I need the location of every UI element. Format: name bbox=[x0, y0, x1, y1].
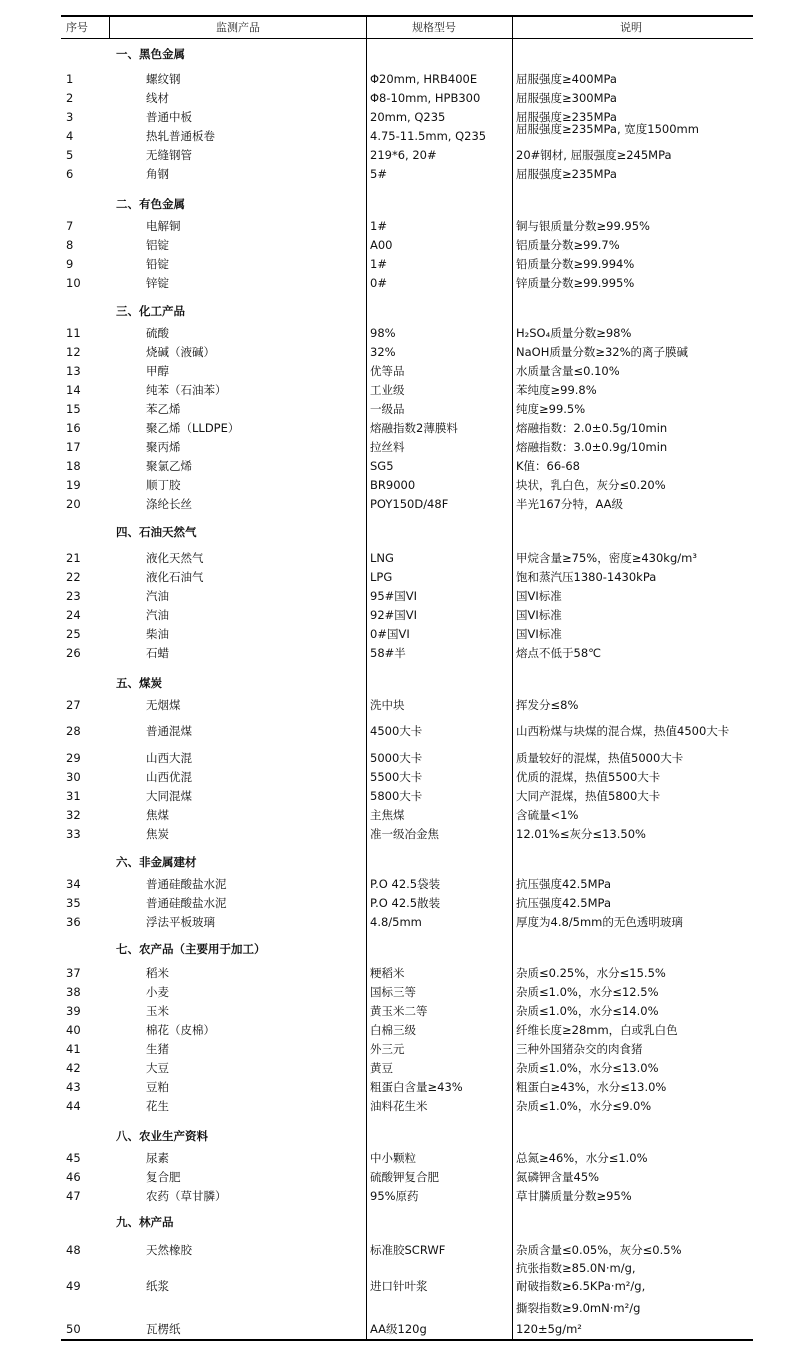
row-index: 40 bbox=[66, 1023, 81, 1037]
row-description: 大同产混煤，热值5800大卡 bbox=[516, 789, 661, 803]
row-spec: AA级120g bbox=[370, 1322, 427, 1336]
row-description: 铝质量分数≥99.7% bbox=[516, 238, 620, 252]
row-index: 19 bbox=[66, 478, 81, 492]
header-description: 说明 bbox=[620, 21, 642, 34]
row-product: 铝锭 bbox=[146, 238, 169, 252]
row-spec: 1# bbox=[370, 219, 387, 233]
row-product: 普通混煤 bbox=[146, 724, 192, 738]
row-product: 大同混煤 bbox=[146, 789, 192, 803]
row-description: 杂质≤1.0%，水分≤13.0% bbox=[516, 1061, 659, 1075]
row-spec: 拉丝料 bbox=[370, 440, 405, 454]
row-spec: 进口针叶浆 bbox=[370, 1279, 428, 1293]
row-description: 挥发分≤8% bbox=[516, 698, 579, 712]
row-index: 31 bbox=[66, 789, 81, 803]
row-description: 12.01%≤灰分≤13.50% bbox=[516, 827, 646, 841]
row-spec: 32% bbox=[370, 345, 396, 359]
row-description: 熔点不低于58℃ bbox=[516, 646, 602, 660]
row-spec: Φ20mm, HRB400E bbox=[370, 72, 478, 86]
row-index: 33 bbox=[66, 827, 81, 841]
header-divider bbox=[109, 16, 110, 39]
row-spec: 58#半 bbox=[370, 646, 406, 660]
row-spec: 1# bbox=[370, 257, 387, 271]
section-title: 七、农产品（主要用于加工） bbox=[116, 942, 266, 956]
row-spec: 油料花生米 bbox=[370, 1099, 428, 1113]
row-product: 尿素 bbox=[146, 1151, 169, 1165]
row-description: H₂SO₄质量分数≥98% bbox=[516, 326, 632, 340]
row-product: 花生 bbox=[146, 1099, 169, 1113]
row-spec: 4.75-11.5mm, Q235 bbox=[370, 129, 487, 143]
row-spec: P.O 42.5袋装 bbox=[370, 877, 441, 891]
row-index: 8 bbox=[66, 238, 74, 252]
row-description: 熔融指数：3.0±0.9g/10min bbox=[516, 440, 668, 454]
row-index: 29 bbox=[66, 751, 81, 765]
row-spec: 粗蛋白含量≥43% bbox=[370, 1080, 463, 1094]
header-product: 监测产品 bbox=[216, 21, 260, 34]
row-description: 优质的混煤，热值5500大卡 bbox=[516, 770, 661, 784]
row-spec: 5# bbox=[370, 167, 387, 181]
row-description: 粗蛋白≥43%，水分≤13.0% bbox=[516, 1080, 667, 1094]
row-spec: 白棉三级 bbox=[370, 1023, 416, 1037]
row-description: 水质量含量≤0.10% bbox=[516, 364, 620, 378]
row-index: 24 bbox=[66, 608, 81, 622]
row-description: 厚度为4.8/5mm的无色透明玻璃 bbox=[516, 915, 683, 929]
row-description: 三种外国猪杂交的肉食猪 bbox=[516, 1042, 643, 1056]
row-description: 草甘膦质量分数≥95% bbox=[516, 1189, 632, 1203]
row-spec: 95%原药 bbox=[370, 1189, 419, 1203]
row-description: 半光167分特，AA级 bbox=[516, 497, 624, 511]
row-product: 玉米 bbox=[146, 1004, 169, 1018]
row-index: 50 bbox=[66, 1322, 81, 1336]
row-spec: 95#国VI bbox=[370, 589, 418, 603]
row-index: 28 bbox=[66, 724, 81, 738]
row-product: 无缝钢管 bbox=[146, 148, 192, 162]
row-product: 汽油 bbox=[146, 608, 169, 622]
table-top-rule bbox=[61, 15, 753, 17]
row-spec: 标准胶SCRWF bbox=[370, 1243, 446, 1257]
row-index: 49 bbox=[66, 1279, 81, 1293]
row-product: 烧碱（液碱） bbox=[146, 345, 215, 359]
row-index: 4 bbox=[66, 129, 74, 143]
row-spec: 5800大卡 bbox=[370, 789, 423, 803]
row-index: 7 bbox=[66, 219, 74, 233]
row-description: NaOH质量分数≥32%的离子膜碱 bbox=[516, 345, 689, 359]
row-product: 液化天然气 bbox=[146, 551, 204, 565]
row-index: 48 bbox=[66, 1243, 81, 1257]
row-product: 石蜡 bbox=[146, 646, 169, 660]
row-product: 纯苯（石油苯） bbox=[146, 383, 227, 397]
row-product: 山西优混 bbox=[146, 770, 192, 784]
row-product: 焦炭 bbox=[146, 827, 169, 841]
row-index: 34 bbox=[66, 877, 81, 891]
row-index: 27 bbox=[66, 698, 81, 712]
row-description: 抗压强度42.5MPa bbox=[516, 896, 611, 910]
row-product: 线材 bbox=[146, 91, 169, 105]
row-spec: 中小颗粒 bbox=[370, 1151, 416, 1165]
row-product: 普通硅酸盐水泥 bbox=[146, 877, 227, 891]
column-divider bbox=[512, 16, 513, 1340]
row-description: 含硫量<1% bbox=[516, 808, 579, 822]
row-description: 纤维长度≥28mm，白或乳白色 bbox=[516, 1023, 678, 1037]
row-index: 12 bbox=[66, 345, 81, 359]
row-product: 顺丁胶 bbox=[146, 478, 181, 492]
row-index: 6 bbox=[66, 167, 74, 181]
row-description: 铜与银质量分数≥99.95% bbox=[516, 219, 650, 233]
row-index: 36 bbox=[66, 915, 81, 929]
row-description: 国VI标准 bbox=[516, 589, 562, 603]
row-description: 杂质≤1.0%，水分≤14.0% bbox=[516, 1004, 659, 1018]
row-spec: 一级品 bbox=[370, 402, 405, 416]
row-index: 13 bbox=[66, 364, 81, 378]
row-index: 16 bbox=[66, 421, 81, 435]
row-index: 45 bbox=[66, 1151, 81, 1165]
row-description: 铅质量分数≥99.994% bbox=[516, 257, 635, 271]
row-index: 38 bbox=[66, 985, 81, 999]
row-index: 23 bbox=[66, 589, 81, 603]
row-spec: LPG bbox=[370, 570, 393, 584]
section-title: 九、林产品 bbox=[116, 1215, 174, 1229]
row-spec: 98% bbox=[370, 326, 396, 340]
row-description: 屈服强度≥235MPa, 宽度1500mm bbox=[516, 122, 699, 136]
row-index: 32 bbox=[66, 808, 81, 822]
row-product: 农药（草甘膦） bbox=[146, 1189, 227, 1203]
row-description: 山西粉煤与块煤的混合煤，热值4500大卡 bbox=[516, 724, 730, 738]
row-product: 生猪 bbox=[146, 1042, 169, 1056]
row-index: 26 bbox=[66, 646, 81, 660]
row-product: 苯乙烯 bbox=[146, 402, 181, 416]
header-bottom-rule bbox=[61, 38, 753, 39]
row-index: 2 bbox=[66, 91, 74, 105]
row-description: 杂质≤1.0%，水分≤9.0% bbox=[516, 1099, 652, 1113]
row-index: 30 bbox=[66, 770, 81, 784]
row-index: 20 bbox=[66, 497, 81, 511]
row-description: 总氮≥46%，水分≤1.0% bbox=[516, 1151, 648, 1165]
row-description: 屈服强度≥235MPa bbox=[516, 110, 617, 124]
section-title: 一、黑色金属 bbox=[116, 47, 185, 61]
row-spec: 5500大卡 bbox=[370, 770, 423, 784]
row-description: 抗压强度42.5MPa bbox=[516, 877, 611, 891]
row-product: 棉花（皮棉） bbox=[146, 1023, 215, 1037]
row-product: 角钢 bbox=[146, 167, 169, 181]
row-product: 聚乙烯（LLDPE） bbox=[146, 421, 240, 435]
section-title: 八、农业生产资料 bbox=[116, 1129, 208, 1143]
row-description: 屈服强度≥235MPa bbox=[516, 167, 617, 181]
row-product: 硫酸 bbox=[146, 326, 169, 340]
row-index: 1 bbox=[66, 72, 74, 86]
row-spec: 熔融指数2薄膜料 bbox=[370, 421, 458, 435]
row-spec: A00 bbox=[370, 238, 393, 252]
section-title: 四、石油天然气 bbox=[116, 525, 197, 539]
row-spec: SG5 bbox=[370, 459, 394, 473]
row-index: 5 bbox=[66, 148, 74, 162]
row-description: 屈服强度≥400MPa bbox=[516, 72, 617, 86]
row-description: 氮磷钾含量45% bbox=[516, 1170, 600, 1184]
row-spec: POY150D/48F bbox=[370, 497, 449, 511]
row-description-line2: 抗张指数≥85.0N·m/g, bbox=[516, 1261, 636, 1275]
row-product: 聚氯乙烯 bbox=[146, 459, 192, 473]
row-spec: 5000大卡 bbox=[370, 751, 423, 765]
row-spec: 主焦煤 bbox=[370, 808, 405, 822]
row-index: 22 bbox=[66, 570, 81, 584]
row-spec: 黄豆 bbox=[370, 1061, 393, 1075]
row-product: 大豆 bbox=[146, 1061, 169, 1075]
row-product: 天然橡胶 bbox=[146, 1243, 192, 1257]
row-description: 饱和蒸汽压1380-1430kPa bbox=[516, 570, 657, 584]
row-index: 35 bbox=[66, 896, 81, 910]
header-spec: 规格型号 bbox=[412, 21, 456, 34]
row-product: 小麦 bbox=[146, 985, 169, 999]
row-description-line2: 撕裂指数≥9.0mN·m²/g bbox=[516, 1301, 641, 1315]
row-spec: 硫酸钾复合肥 bbox=[370, 1170, 439, 1184]
row-product: 聚丙烯 bbox=[146, 440, 181, 454]
header-index: 序号 bbox=[66, 21, 88, 34]
row-index: 42 bbox=[66, 1061, 81, 1075]
row-product: 普通硅酸盐水泥 bbox=[146, 896, 227, 910]
row-index: 10 bbox=[66, 276, 81, 290]
row-product: 液化石油气 bbox=[146, 570, 204, 584]
row-description: 杂质≤1.0%，水分≤12.5% bbox=[516, 985, 659, 999]
row-product: 热轧普通板卷 bbox=[146, 129, 215, 143]
row-product: 涤纶长丝 bbox=[146, 497, 192, 511]
section-title: 五、煤炭 bbox=[116, 676, 162, 690]
row-description: 国VI标准 bbox=[516, 608, 562, 622]
row-product: 电解铜 bbox=[146, 219, 181, 233]
row-index: 9 bbox=[66, 257, 74, 271]
row-index: 44 bbox=[66, 1099, 81, 1113]
section-title: 三、化工产品 bbox=[116, 304, 185, 318]
row-spec: 外三元 bbox=[370, 1042, 405, 1056]
row-spec: 准一级冶金焦 bbox=[370, 827, 439, 841]
row-description: 质量较好的混煤，热值5000大卡 bbox=[516, 751, 684, 765]
table-bottom-rule bbox=[61, 1339, 753, 1341]
row-index: 47 bbox=[66, 1189, 81, 1203]
row-index: 15 bbox=[66, 402, 81, 416]
row-spec: 0#国VI bbox=[370, 627, 410, 641]
row-description: K值：66-68 bbox=[516, 459, 580, 473]
row-product: 复合肥 bbox=[146, 1170, 181, 1184]
row-spec: 92#国VI bbox=[370, 608, 418, 622]
row-index: 41 bbox=[66, 1042, 81, 1056]
row-description: 耐破指数≥6.5KPa·m²/g, bbox=[516, 1279, 646, 1293]
row-index: 37 bbox=[66, 966, 81, 980]
row-index: 25 bbox=[66, 627, 81, 641]
row-spec: 优等品 bbox=[370, 364, 405, 378]
row-spec: BR9000 bbox=[370, 478, 416, 492]
row-description: 苯纯度≥99.8% bbox=[516, 383, 597, 397]
row-spec: Φ8-10mm, HPB300 bbox=[370, 91, 481, 105]
row-description: 纯度≥99.5% bbox=[516, 402, 586, 416]
row-description: 甲烷含量≥75%，密度≥430kg/m³ bbox=[516, 551, 697, 565]
row-description: 20#钢材, 屈服强度≥245MPa bbox=[516, 148, 672, 162]
row-product: 纸浆 bbox=[146, 1279, 169, 1293]
row-index: 3 bbox=[66, 110, 74, 124]
row-description: 锌质量分数≥99.995% bbox=[516, 276, 635, 290]
row-spec: P.O 42.5散装 bbox=[370, 896, 441, 910]
row-product: 铅锭 bbox=[146, 257, 169, 271]
row-spec: 219*6, 20# bbox=[370, 148, 437, 162]
row-index: 14 bbox=[66, 383, 81, 397]
row-spec: 洗中块 bbox=[370, 698, 405, 712]
row-product: 螺纹钢 bbox=[146, 72, 181, 86]
row-spec: LNG bbox=[370, 551, 394, 565]
row-product: 柴油 bbox=[146, 627, 169, 641]
row-description: 杂质≤0.25%，水分≤15.5% bbox=[516, 966, 666, 980]
row-index: 11 bbox=[66, 326, 81, 340]
section-title: 二、有色金属 bbox=[116, 197, 185, 211]
row-index: 21 bbox=[66, 551, 81, 565]
row-description: 120±5g/m² bbox=[516, 1322, 582, 1336]
row-product: 豆粕 bbox=[146, 1080, 169, 1094]
row-index: 43 bbox=[66, 1080, 81, 1094]
row-spec: 0# bbox=[370, 276, 387, 290]
row-product: 无烟煤 bbox=[146, 698, 181, 712]
row-index: 17 bbox=[66, 440, 81, 454]
row-description: 屈服强度≥300MPa bbox=[516, 91, 617, 105]
row-spec: 4500大卡 bbox=[370, 724, 423, 738]
row-description: 国VI标准 bbox=[516, 627, 562, 641]
row-spec: 黄玉米二等 bbox=[370, 1004, 428, 1018]
row-index: 18 bbox=[66, 459, 81, 473]
section-title: 六、非金属建材 bbox=[116, 855, 197, 869]
row-spec: 工业级 bbox=[370, 383, 405, 397]
row-description: 杂质含量≤0.05%，灰分≤0.5% bbox=[516, 1243, 682, 1257]
row-product: 稻米 bbox=[146, 966, 169, 980]
row-spec: 4.8/5mm bbox=[370, 915, 422, 929]
row-product: 浮法平板玻璃 bbox=[146, 915, 215, 929]
row-product: 锌锭 bbox=[146, 276, 169, 290]
row-index: 46 bbox=[66, 1170, 81, 1184]
row-product: 汽油 bbox=[146, 589, 169, 603]
column-divider bbox=[366, 16, 367, 1340]
row-description: 熔融指数：2.0±0.5g/10min bbox=[516, 421, 668, 435]
row-product: 焦煤 bbox=[146, 808, 169, 822]
row-description: 块状，乳白色，灰分≤0.20% bbox=[516, 478, 666, 492]
row-product: 山西大混 bbox=[146, 751, 192, 765]
row-product: 普通中板 bbox=[146, 110, 192, 124]
row-index: 39 bbox=[66, 1004, 81, 1018]
row-spec: 国标三等 bbox=[370, 985, 416, 999]
row-product: 甲醇 bbox=[146, 364, 169, 378]
row-product: 瓦楞纸 bbox=[146, 1322, 181, 1336]
row-spec: 粳稻米 bbox=[370, 966, 405, 980]
row-spec: 20mm, Q235 bbox=[370, 110, 446, 124]
